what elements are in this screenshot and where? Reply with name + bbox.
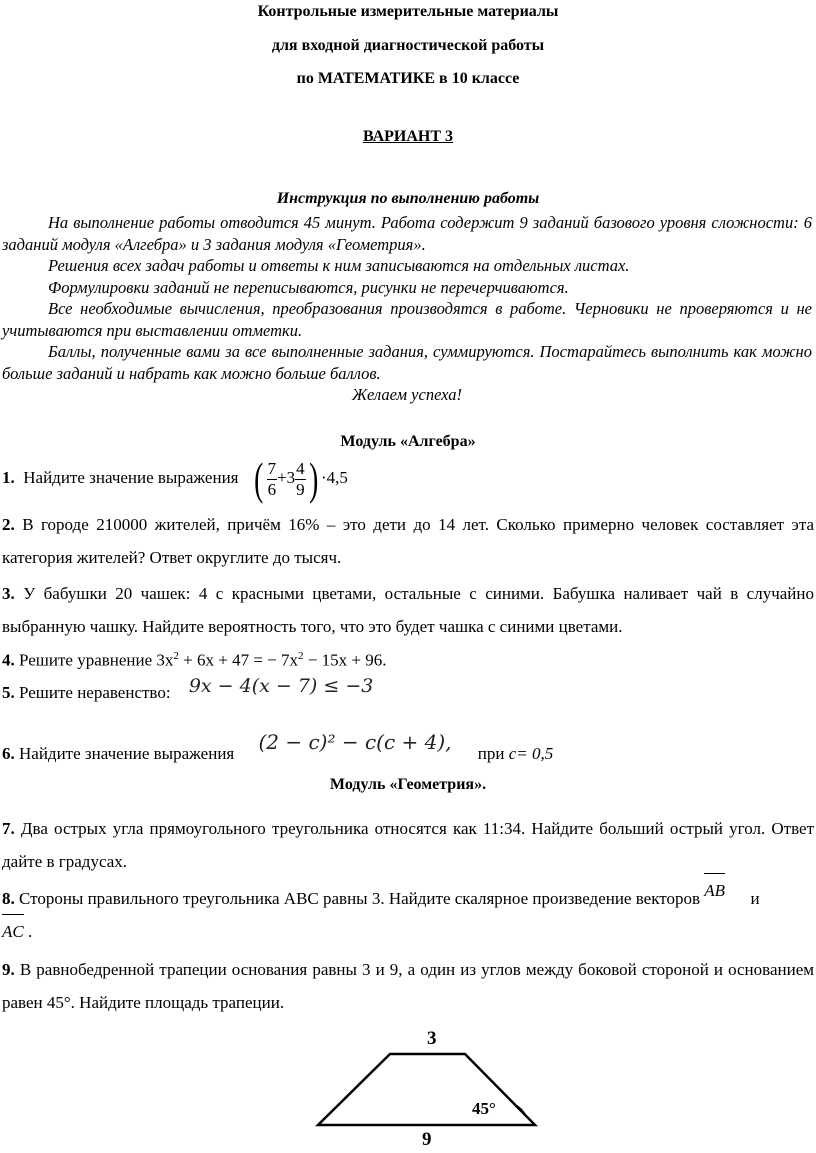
task-3-number: 3.	[2, 584, 15, 603]
task-6	[2, 730, 814, 770]
task-1	[2, 453, 814, 505]
plus-three: +3	[277, 468, 296, 487]
paren-open: (	[254, 453, 264, 505]
instructions-p4: Все необходимые вычисления, преобразования производятся в работе. Черновики не проверяются и не учитываются при выставлении отметки.	[2, 299, 812, 340]
angle-label: 45°	[472, 1099, 496, 1118]
vector-ac: AC	[2, 915, 24, 948]
task-6-number: 6.	[2, 744, 15, 763]
instructions-title: Инструкция по выполнению работы	[276, 190, 540, 207]
instructions-p3: Формулировки заданий не переписываются, рисунки не перечерчиваются.	[48, 277, 569, 297]
header-line-3: по МАТЕМАТИКЕ в 10 классе	[296, 70, 520, 87]
task-2-number: 2.	[2, 515, 15, 534]
vector-ab: AB	[704, 874, 725, 907]
task-4: 4. Решите уравнение $3x^2 + 6x + 47$ = − $7x^2 - 15x + 96$.	[2, 650, 387, 670]
task-8-and: и	[750, 889, 760, 908]
task-6-formula: (2 − c)² − c(c + 4),	[258, 730, 452, 754]
task-5	[2, 676, 814, 709]
task-9-number: 9.	[2, 960, 15, 979]
multiplier: ·4,5	[320, 468, 348, 487]
task-6-at: при	[477, 744, 505, 763]
task-2-text: В городе 210000 жителей, причём 16% – это дети до 14 лет. Сколько примерно человек составляет эта категория жителей? Ответ округлите до тысяч.	[2, 515, 814, 567]
task-1-number: 1.	[2, 468, 15, 487]
trapezoid-figure	[300, 1022, 580, 1153]
module-geometry-title: Модуль «Геометрия».	[329, 776, 487, 793]
task-8: 8. Стороны правильного треугольника ABC равны 3. Найдите скалярное произведение векторов AB и AC .	[2, 882, 814, 948]
header-line-2: для входной диагностической работы	[271, 37, 545, 54]
variant-title: ВАРИАНТ 3	[362, 128, 454, 145]
instructions-wish: Желаем успеха!	[351, 385, 463, 404]
task-7	[2, 812, 814, 878]
task-7-number: 7.	[2, 819, 15, 838]
trapezoid-shape	[318, 1054, 535, 1125]
instructions-p1: На выполнение работы отводится 45 минут. Работа содержит 9 заданий базового уровня сложности: 6 заданий модуля «Алгебра» и 3 задания модуля «Геометрия».	[2, 213, 812, 254]
task-5-formula: 9x − 4(x − 7) ≤ −3	[188, 675, 374, 697]
task-8-text: Стороны правильного треугольника ABC равны 3. Найдите скалярное произведение векторов	[19, 889, 700, 908]
task-3-text: У бабушки 20 чашек: 4 с красными цветами, остальные с синими. Бабушка наливает чай в случайно выбранную чашку. Найдите вероятность того, что это будет чашка с синими цветами.	[2, 584, 815, 636]
task-5-number: 5.	[2, 683, 15, 702]
task-4-number: 4.	[2, 650, 15, 670]
task-4-text: Решите уравнение 3x	[19, 650, 174, 670]
task-1-text: Найдите значение выражения	[23, 468, 239, 487]
header-line-1: Контрольные измерительные материалы	[257, 3, 559, 20]
instructions-p2: Решения всех задач работы и ответы к ним записываются на отдельных листах.	[48, 256, 630, 275]
task-2	[2, 508, 814, 574]
task-9	[2, 953, 814, 1019]
task-3	[2, 577, 814, 643]
task-6-text: Найдите значение выражения	[19, 744, 235, 763]
module-algebra-title: Модуль «Алгебра»	[340, 433, 476, 450]
bottom-base-label: 9	[422, 1129, 432, 1150]
task-8-number: 8.	[2, 889, 15, 908]
top-base-label: 3	[427, 1028, 437, 1049]
instructions-p5: Баллы, полученные вами за все выполненные задания, суммируются. Постарайтесь выполнить как можно больше заданий и набрать как можно больше баллов.	[2, 342, 812, 383]
task-7-text: Два острых угла прямоугольного треугольника относятся как 11:34. Найдите больший острый угол. Ответ дайте в градусах.	[2, 819, 815, 871]
fraction-2: $\frac{4}{9}$	[296, 458, 305, 499]
fraction-1: $\frac{7}{6}$	[267, 458, 277, 499]
task-6-condition: c= 0,5	[508, 744, 554, 763]
task-5-text: Решите неравенство:	[19, 683, 171, 702]
instructions-body	[2, 212, 812, 406]
paren-close: )	[308, 453, 318, 505]
task-9-text: В равнобедренной трапеции основания равны 3 и 9, а один из углов между боковой стороной и основанием равен 45°. Найдите площадь трапеции.	[2, 960, 814, 1012]
